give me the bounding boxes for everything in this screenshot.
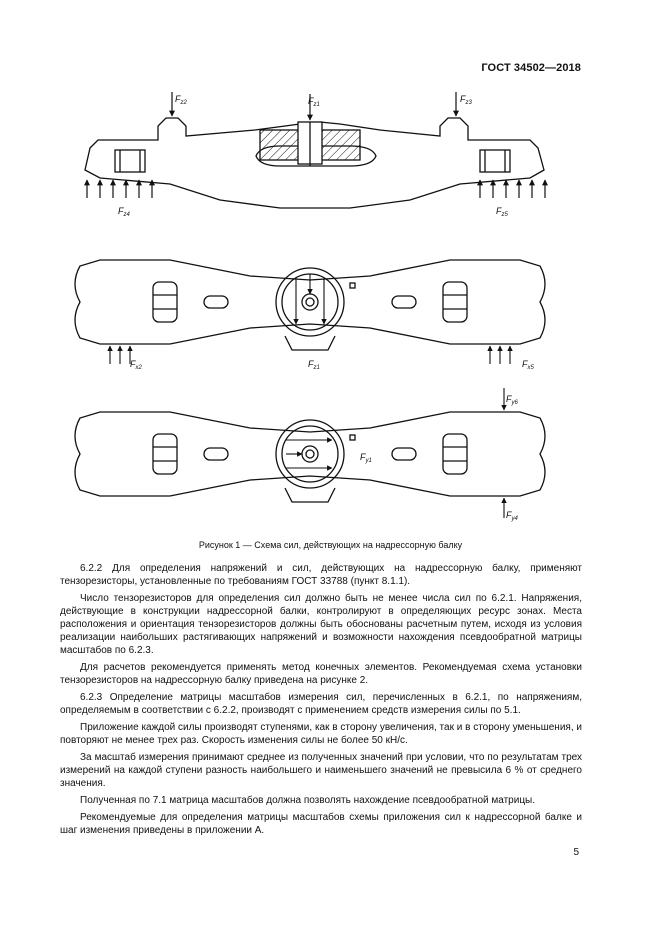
- plan-view-2: [75, 412, 545, 502]
- paragraph: За масштаб измерения принимают среднее из полученных значений при условии, что по результатам трех измерений на каждой ступени разность наибольшего и наименьшего значений не превысила 6 % от среднего значения.: [60, 752, 582, 789]
- paragraph: 6.2.2 Для определения напряжений и сил, действующих на надрессорную балку, применяют тензорезисторы, установленные по требованиям ГОСТ 33788 (пункт 8.1.1).: [60, 563, 582, 587]
- label-fy1: $F_{y1}$: [360, 452, 372, 464]
- paragraph: Для расчетов рекомендуется применять метод конечных элементов. Рекомендуемая схема установки тензорезисторов на надрессорную балку приведена на рисунке 2.: [60, 662, 582, 686]
- label-fy6: $F_{y6}$: [506, 394, 518, 406]
- label-fz4: $F_{z4}$: [118, 206, 130, 218]
- page-number: 5: [573, 847, 579, 858]
- paragraph: 6.2.3 Определение матрицы масштабов измерения сил, перечисленных в 6.2.1, по напряжениям, определяемым в соответствии с 6.2.2, производят с применением средств измерения силы по 5.1.: [60, 692, 582, 716]
- force-diagram: [60, 88, 580, 528]
- body-text: [60, 562, 582, 841]
- label-fz5: $F_{z5}$: [496, 206, 508, 218]
- side-view: [85, 118, 544, 208]
- label-fy4: $F_{y4}$: [506, 510, 518, 522]
- paragraph: Полученная по 7.1 матрица масштабов должна позволять нахождение псевдообратной матрицы.: [80, 795, 536, 806]
- force-diagram-figure: [60, 88, 580, 528]
- label-fz1-plan: $F_{z1}$: [308, 359, 320, 371]
- document-code: ГОСТ 34502—2018: [481, 62, 581, 74]
- label-fx2: $F_{x2}$: [130, 359, 142, 371]
- label-fz3: $F_{z3}$: [460, 94, 472, 106]
- paragraph: Рекомендуемые для определения матрицы масштабов схемы приложения сил к надрессорной балке и шаг изменения приведены в приложении А.: [60, 812, 582, 836]
- label-fz1: $F_{z1}$: [308, 96, 320, 108]
- label-fx5: $F_{x5}$: [522, 359, 534, 371]
- label-fz2: $F_{z2}$: [175, 94, 187, 106]
- plan-view-1: [75, 260, 545, 350]
- plan-view-2-arrows: [286, 388, 504, 518]
- paragraph: Приложение каждой силы производят ступенями, как в сторону увеличения, так и в сторону уменьшения, и повторяют не менее трех раз. Скорость изменения силы не более 50 кН/с.: [60, 722, 582, 746]
- figure-caption: Рисунок 1 — Схема сил, действующих на надрессорную балку: [198, 540, 463, 550]
- paragraph: Число тензорезисторов для определения сил должно быть не менее числа сил по 6.2.1. Напряжения, действующие в конструкции надрессорной балки, контролируют в определяющих ресурс зонах. Места расположения и ориентация тензорезисторов должны быть обоснованы расчетным путем, исходя из условия реализации наибольших растягивающих напряжений и возможности нахождения псевдообратной матрицы масштабов по 6.2.3.: [60, 593, 582, 656]
